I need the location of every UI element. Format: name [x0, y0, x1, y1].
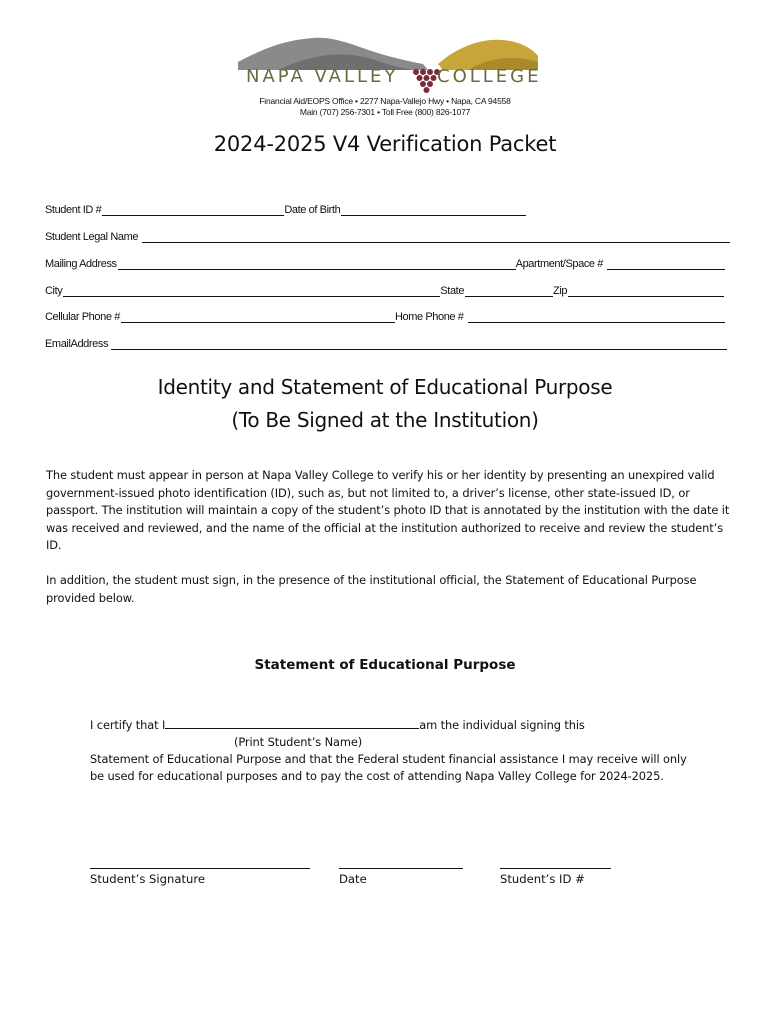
logo-text-right: COLLEGE — [437, 66, 542, 87]
home-phone-label: Home Phone # — [394, 311, 464, 323]
email-field[interactable] — [111, 338, 727, 350]
row-phones — [45, 309, 725, 323]
dob-label: Date of Birth — [284, 204, 341, 216]
apartment-label: Apartment/Space # — [515, 258, 604, 270]
date-field[interactable] — [339, 868, 463, 869]
city-label: City — [45, 285, 63, 297]
address-line-2: Main (707) 256-7301 • Toll Free (800) 826-1077 — [299, 107, 471, 117]
signature-student-id-field[interactable] — [500, 868, 611, 869]
student-id-sig-label: Student’s ID # — [500, 872, 585, 886]
zip-field[interactable] — [568, 285, 724, 297]
statement-heading: Statement of Educational Purpose — [254, 657, 516, 673]
student-id-field[interactable] — [102, 204, 284, 216]
state-label: State — [440, 285, 465, 297]
grapes-icon — [413, 69, 440, 93]
cell-phone-field[interactable] — [121, 311, 395, 323]
legal-name-label: Student Legal Name — [45, 231, 139, 243]
date-label: Date — [339, 872, 367, 886]
zip-label: Zip — [553, 285, 568, 297]
home-phone-field[interactable] — [468, 311, 725, 323]
certify-prefix: I certify that I — [90, 718, 166, 732]
address-line-1: Financial Aid/EOPS Office • 2277 Napa-Vallejo Hwy • Napa, CA 94558 — [259, 96, 511, 106]
row-id-dob — [45, 202, 526, 216]
student-id-label: Student ID # — [45, 204, 102, 216]
signing-paragraph: In addition, the student must sign, in the presence of the institutional official, the Statement of Educational Purpose provided below. — [46, 573, 697, 605]
dob-field[interactable] — [341, 204, 526, 216]
student-name-field[interactable] — [165, 717, 419, 729]
signature-label: Student’s Signature — [90, 872, 205, 886]
section-title-line-1: Identity and Statement of Educational Purpose — [157, 375, 613, 399]
section-title-line-2: (To Be Signed at the Institution) — [231, 408, 539, 432]
row-email — [45, 336, 727, 350]
legal-name-field[interactable] — [142, 231, 730, 243]
state-field[interactable] — [465, 285, 553, 297]
row-city — [45, 283, 724, 297]
mailing-address-field[interactable] — [118, 258, 516, 270]
signature-field[interactable] — [90, 868, 310, 869]
page-title: 2024-2025 V4 Verification Packet — [213, 132, 557, 156]
statement-body-line-2: be used for educational purposes and to pay the cost of attending Napa Valley College for 2024-2025. — [90, 769, 664, 783]
mailing-address-label: Mailing Address — [45, 258, 117, 270]
row-address — [45, 256, 725, 270]
city-field[interactable] — [63, 285, 440, 297]
logo-text-left: NAPA VALLEY — [246, 66, 399, 87]
cell-phone-label: Cellular Phone # — [45, 311, 120, 323]
print-name-label: (Print Student’s Name) — [234, 735, 363, 749]
certify-suffix: am the individual signing this — [419, 718, 585, 732]
row-legal-name — [45, 229, 730, 243]
email-label: EmailAddress — [45, 338, 109, 350]
identity-paragraph: The student must appear in person at Napa Valley College to verify his or her identity by presenting an unexpired valid government-issued photo identification (ID), such as, but not limited to, a driver’s license, other state-issued ID, or passport. The institution will maintain a copy of the student’s photo ID that is annotated by the institution with the date it was received and reviewed, and the name of the official at the institution authorized to receive and review the student’s ID. — [46, 468, 730, 552]
statement-body-line-1: Statement of Educational Purpose and that the Federal student financial assistance I may receive will only — [90, 752, 687, 766]
certify-line — [90, 717, 585, 732]
apartment-field[interactable] — [607, 258, 725, 270]
